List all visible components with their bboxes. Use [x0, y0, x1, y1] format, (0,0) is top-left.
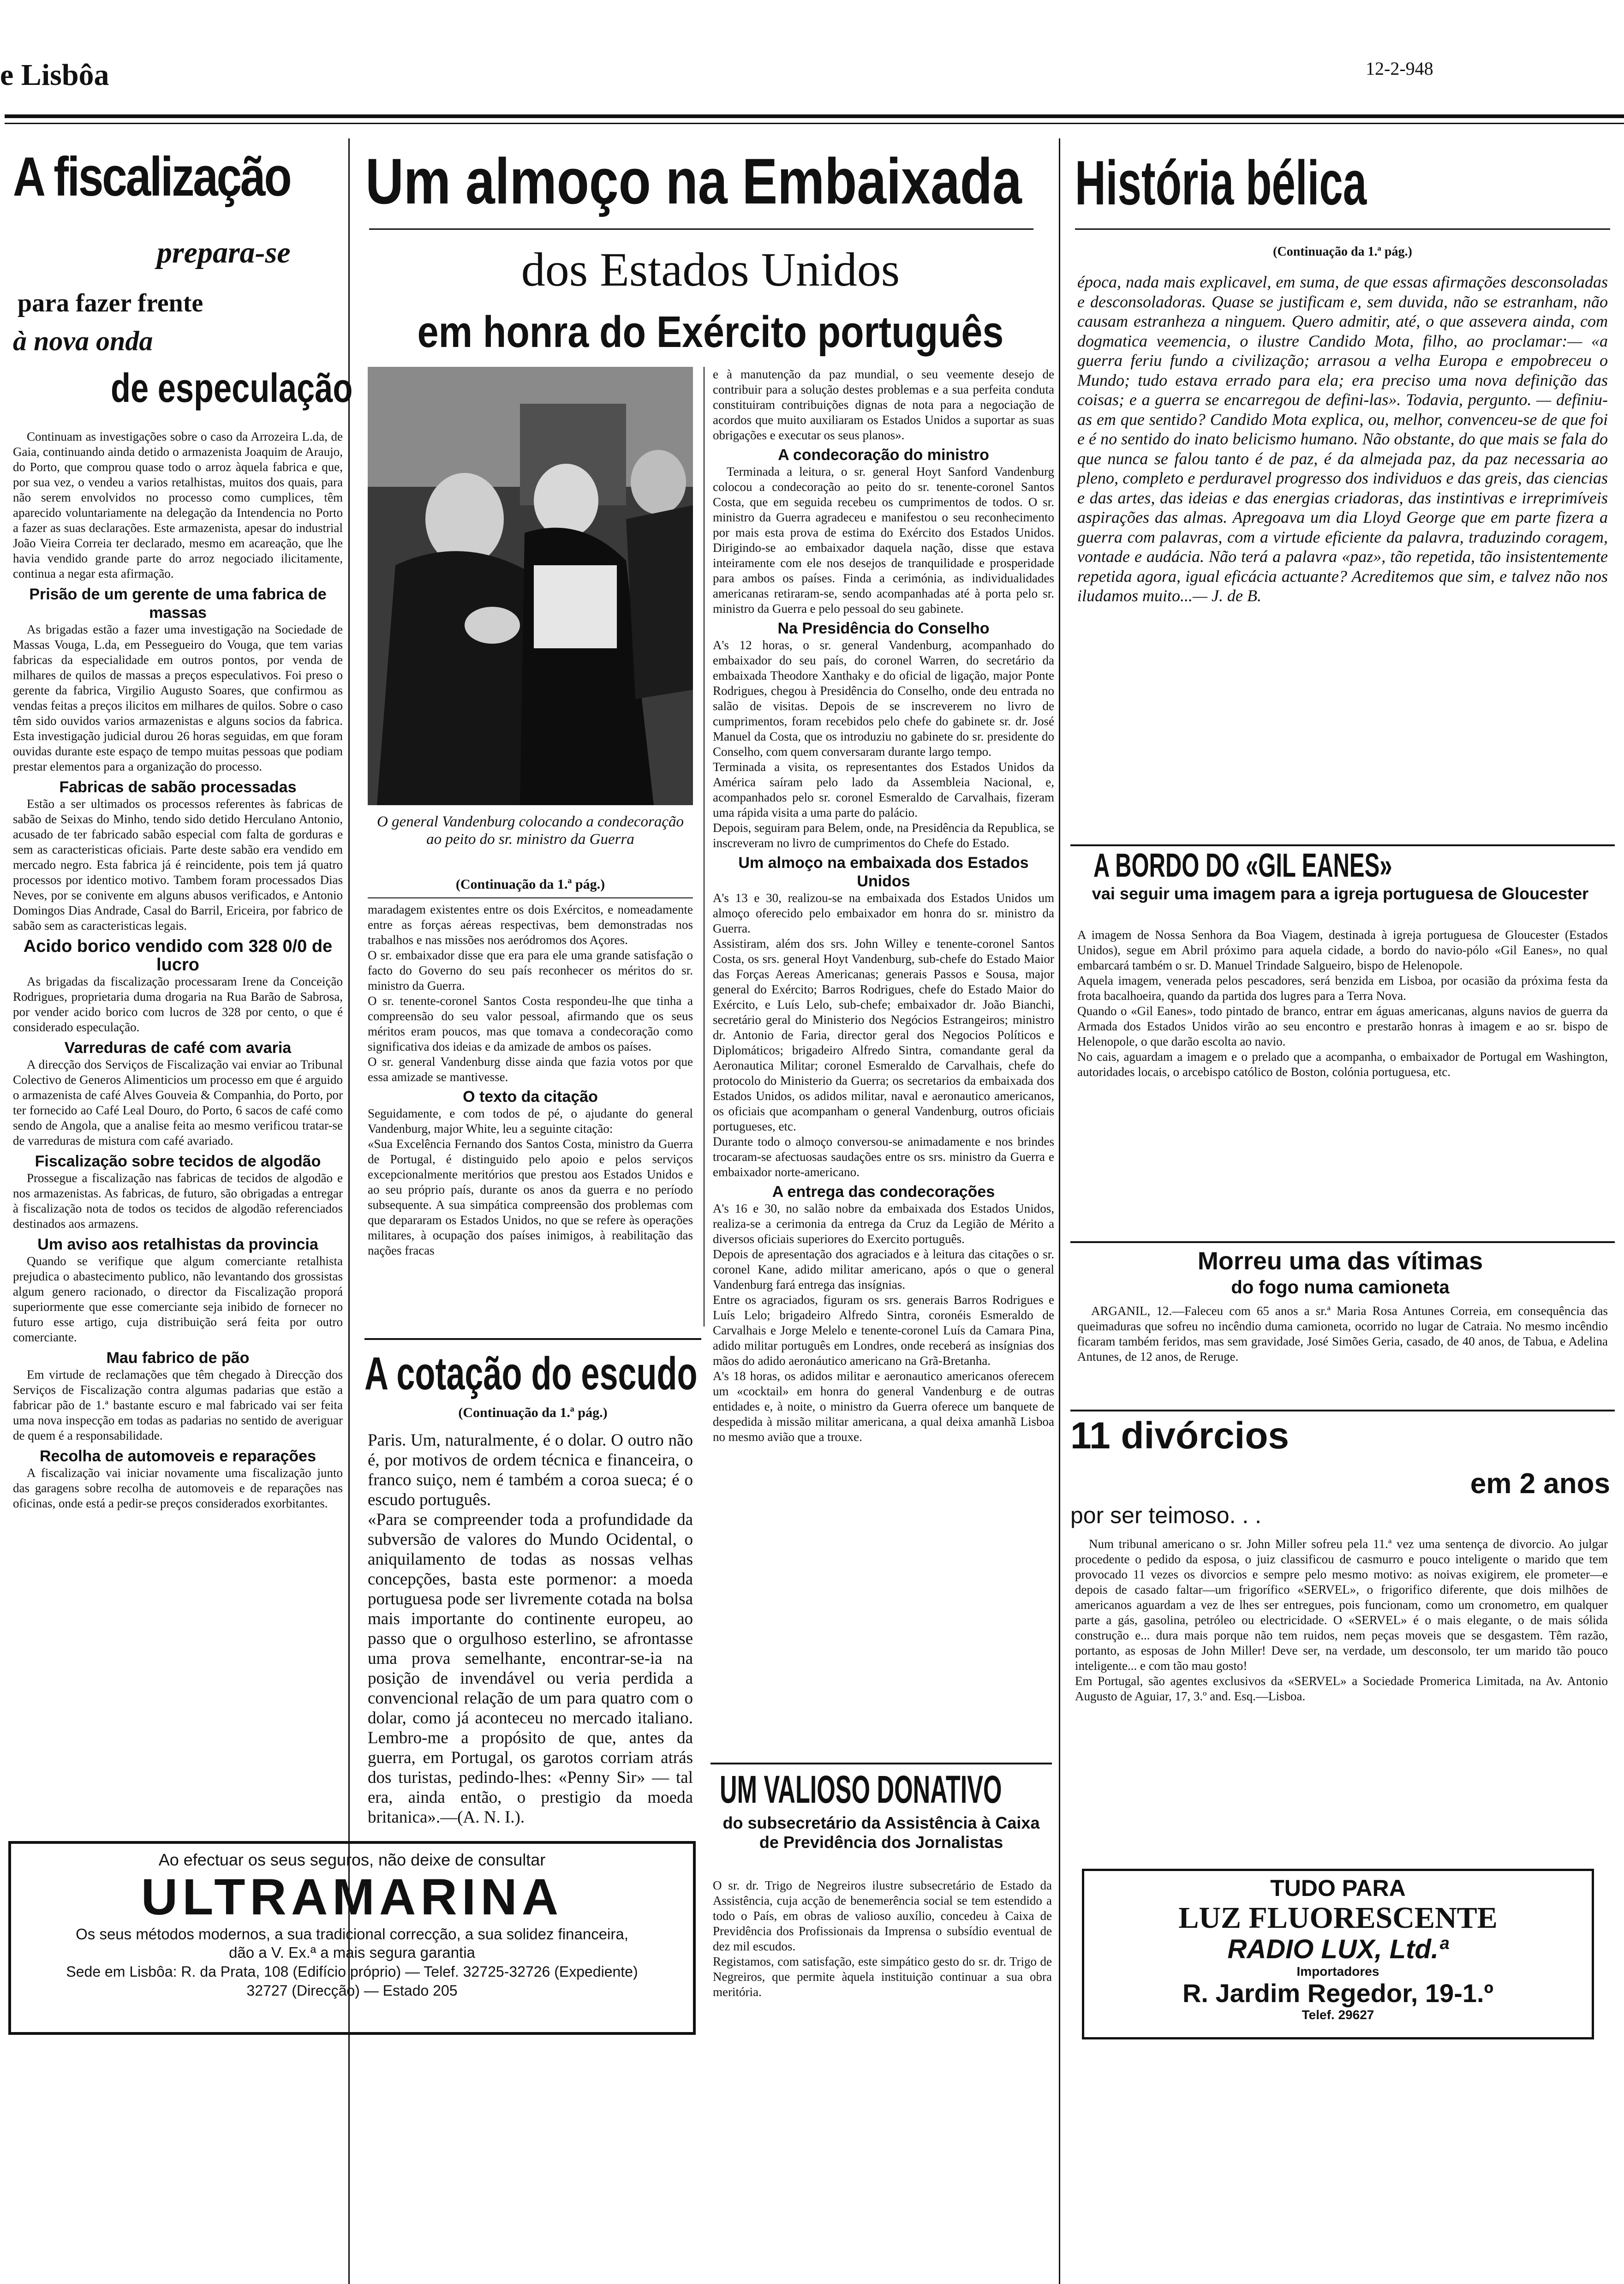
- ad-line: Os seus métodos modernos, a sua tradicional correcção, a sua solidez financeira,: [76, 1925, 628, 1943]
- deck-line-4: de especulação: [111, 365, 353, 411]
- deck-line-2: para fazer frente: [18, 289, 203, 317]
- ad-radio-lux: [1082, 1869, 1594, 2039]
- article-paragraph: Quando se verifique que algum comerciante retalhista prejudica o abastecimento publico, não levantando dos grossistas algum genero racionado, o director da Fiscalização proporá superiormente que esse comerciante seja inibido de fornecer no futuro esse artigo, cuja distribuição será feita por outro comerciante.: [13, 1254, 343, 1344]
- divider: [364, 1338, 701, 1340]
- divorcios-body: Num tribunal americano o sr. John Miller sofreu pela 11.ª vez uma sentença de divorcio. Ao julgar procedente o pedido da esposa, o juiz classificou de casmurro e pouco inteligente o marido que tem provocado 11 vezes os divorcios e sempre pelo mesmo motivo: as noivas exigirem, ele prometer—e depois de casado faltar—um frigorífico «SERVEL», o frigorifico diferente, que dois milhões de americanos aguardam a vez de lhes ser entregues, pois funcionam, como um cronometro, em qualquer parte a gás, gasolina, petróleo ou electricidade. O «SERVEL» é o mais elegante, o de mais sólida construção e... dura mais porque não tem ruidos, nem peças moveis que se desgastem. Têm razão, portanto, as esposas de John Miller! Deve ser, na verdade, um desconsolo, ter um marido tão pouco inteligente... e com tão mau gosto! Em Portugal, são agentes exclusivos da «SERVEL» a Sociedade Promerica Limitada, na Av. Antonio Augusto de Aguiar, 17, 3.º and. Esq.—Lisboa.: [1075, 1537, 1608, 1703]
- divider: [710, 1763, 1052, 1764]
- continuation-note: (Continuação da 1.ª pág.): [455, 877, 605, 892]
- divider: [368, 897, 693, 898]
- divider: [1070, 844, 1615, 846]
- headline-divorcios: 11 divórcios: [1070, 1415, 1290, 1457]
- headline-historia: História bélica: [1075, 148, 1367, 218]
- masthead-rule: [5, 114, 1624, 118]
- ad-line: Ao efectuar os seus seguros, não deixe de consultar: [158, 1850, 546, 1869]
- headline-cotacao: A cotação do escudo: [364, 1348, 698, 1399]
- headline-underline: [369, 228, 1033, 230]
- article-paragraph: A's 12 horas, o sr. general Vandenburg, acompanhado do embaixador do seu país, do coronel Warren, do secretário da embaixada Theodore Xanthaky e do oficial de ligação, major Ponte Rodrigues, chegou à Presidência do Conselho, onde deu entrada no salão de visitas. Depois de se inscreverem no livro de cumprimentos, foram recebidos pelo chefe do gabinete sr. dr. José Manuel da Costa, que os introduziu no gabinete do sr. presidente do Conselho, com quem conversaram durante largo tempo. Terminada a visita, os representantes dos Estados Unidos da América saíram pelo lado da Assembleia Nacional, e, acompanhados pelo sr. coronel Esmeraldo de Carvalhais, fizeram uma rápida visita a uma parte do palácio. Depois, seguiram para Belem, onde, na Presidência da Republica, se inscreveram no livro de cumprimentos do Chefe do Estado.: [713, 638, 1055, 850]
- article-paragraph: Terminada a leitura, o sr. general Hoyt Sanford Vandenburg colocou a condecoração ao peito do sr. tenente-coronel Santos Costa, que em seguida recebeu os cumprimentos de todos. O sr. ministro da Guerra agradeceu e manifestou o seu reconhecimento por mais esta prova de estima do Exército dos Estados Unidos. Dirigindo-se ao embaixador daquela nação, disse que estava inteiramente com ele nos desejos de tranquilidade e prosperidade para ambos os países. Finda a cerimónia, as individualidades americanas retiraram-se, sendo acompanhadas até à porta pelo sr. ministro da Guerra e pelo pessoal do seu gabinete.: [713, 465, 1054, 616]
- section-title: Fabricas de sabão processadas: [59, 778, 297, 796]
- ad-line: RADIO LUX, Ltd.ª: [1227, 1934, 1449, 1964]
- article-paragraph: Seguidamente, e com todos de pé, o ajudante do general Vandenburg, major White, leu a seguinte citação: «Sua Excelência Fernando dos Santos Costa, ministro da Guerra de Portugal, é distinguido pelo apoio e pelos serviços excepcionalmente meritórios que prestou aos Estados Unidos e ao seu próprio país, durante os anos da guerra e no período subsequente. A sua simpática compreensão dos problemas com que depararam os Estados Unidos, no que se refere às operações militares, à ocupação dos países inimigos, à reabilitação das nações fracas: [368, 1106, 693, 1257]
- headline-fiscalizacao: A fiscalização: [13, 146, 291, 208]
- donativo-subtitle: do subsecretário da Assistência à Caixa de Previdência dos Jornalistas: [722, 1813, 1040, 1852]
- deck-line-1: prepara-se: [157, 236, 291, 269]
- article-paragraph: As brigadas estão a fazer uma investigação na Sociedade de Massas Vouga, L.da, em Pessegueiro do Vouga, que tem varias fabricas da especialidade em outros pontos, por venda de milhares de quilos de massas a preços especulativos. Foi preso o gerente da fabrica, Virgilio Augusto Soares, que confirmou as vendas feitas a preços ilicitos em milhares de quilos. Sobre o caso têm sido ouvidos varios armazenistas e alguns socios da fabrica. Esta investigação judicial durou 26 horas seguidas, em que foram ouvidas durante este espaço de tempo muitas pessoas que podiam prestar elementos para a organização do processo.: [13, 622, 343, 773]
- article-paragraph: Em virtude de reclamações que têm chegado à Direcção dos Serviços de Fiscalização contra algumas padarias que estão a fabricar pão de 1.ª bastante escuro e mal fabricado vai ser feita uma nova inspecção em todas as padarias no sentido de averiguar de quem é a responsabilidade.: [13, 1368, 343, 1442]
- headline-almoco: Um almoço na Embaixada: [365, 145, 1022, 217]
- center-left-body: [368, 902, 693, 1258]
- ad-line: dão a V. Ex.ª a mais segura garantia: [229, 1944, 475, 1961]
- morreu-body: ARGANIL, 12.—Faleceu com 65 anos a sr.ª Maria Rosa Antunes Correia, em consequência das queimaduras que sofreu no incêndio duma camioneta, ocorrido no lugar de Catraia. No mesmo incêndio ficaram também feridos, mas sem gravidade, José Simões Geria, casado, de 40 anos, de Tabua, e Adelina Antunes, de 12 anos, de Reruge.: [1077, 1304, 1608, 1363]
- ad-line: TUDO PARA: [1270, 1875, 1406, 1901]
- ad-line: R. Jardim Regedor, 19-1.º: [1182, 1979, 1494, 2008]
- section-title: Prisão de um gerente de uma fabrica de massas: [29, 586, 327, 622]
- ad-line: LUZ FLUORESCENTE: [1178, 1901, 1498, 1935]
- photo-illustration: [368, 367, 693, 805]
- masthead-date: 12-2-948: [1366, 58, 1433, 79]
- headline-underline: [1075, 228, 1610, 230]
- ad-line: Sede em Lisbôa: R. da Prata, 108 (Edifício próprio) — Telef. 32725-32726 (Expediente): [66, 1963, 638, 1980]
- article-paragraph: Continuam as investigações sobre o caso da Arrozeira L.da, de Gaia, continuando ainda detido o armazenista Joaquim de Araujo, do Porto, que comprou quase todo o arroz àquela fabrica e que, por sua vez, o vendeu a varios retalhistas, muitos dos quais, para não serem envolvidos no processo como cumplices, têm aparecido voluntariamente na delegação da Intendencia no Porto a fazer as suas declarações. Este armazenista, apesar do industrial João Vieira Correia ter declarado, mesmo em acareação, que lhe havia vendido grande parte do arroz negociado ilicitamente, continua a negar esta afirmação.: [13, 430, 343, 580]
- photo-ceremony: [368, 367, 693, 805]
- article-paragraph: As brigadas da fiscalização processaram Irene da Conceição Rodrigues, proprietaria duma drogaria na Rua Barão de Sabrosa, por vender acido borico com lucros de 328 por cento, o que é considerado especulação.: [13, 975, 343, 1034]
- masthead-rule-thin: [5, 123, 1624, 124]
- section-title: Um almoço na embaixada dos Estados Unidos: [738, 854, 1029, 890]
- deck-estados-unidos: dos Estados Unidos: [521, 243, 900, 296]
- headline-divorcios-2: em 2 anos: [1470, 1468, 1610, 1500]
- gil-body: A imagem de Nossa Senhora da Boa Viagem, destinada à igreja portuguesa de Gloucester (Estados Unidos), segue em Abril próximo para aquela cidade, a bordo do navio-pólo «Gil Eanes», no qual embarcará também o sr. D. Manuel Trindade Salgueiro, bispo de Helenopole. Aquela imagem, venerada pelos pescadores, será benzida em Lisboa, por ocasião da próxima festa da frota bacalhoeira, quando da partida dos lugres para a Terra Nova. Quando o «Gil Eanes», todo pintado de branco, entrar em águas americanas, alguns navios de guerra da Armada dos Estados Unidos virão ao seu encontro e prestarão honras à imagem e ao sr. bispo de Helenopole, o que darão escolta ao navio. No cais, aguardam a imagem e o prelado que a acompanha, o embaixador de Portugal em Washington, autoridades locais, o arcebispo católico de Boston, colónia portuguesa, etc.: [1077, 928, 1608, 1079]
- section-title: A condecoração do ministro: [778, 446, 989, 464]
- column-rule: [1059, 138, 1060, 2284]
- article-paragraph: Estão a ser ultimados os processos referentes às fabricas de sabão de Seixas do Minho, tendo sido detido Herculano Antonio, acusado de ter fabricado sabão especial com falta de gorduras e sem as caracteristicas oficiais. Parte deste sabão era vendido em mercado negro. Esta fabrica já é reincidente, pois tem já quatro processos por identico motivo. Tambem foram processados Dias Neves, por se conivente em alguns abusos verificados, e Antonio Domingos Dias Andrade, Casal do Barril, Ericeira, por fabrico de sabão sem as caracteristicas legais.: [13, 797, 343, 933]
- continuation-note: (Continuação da 1.ª pág.): [458, 1405, 608, 1420]
- center-right-body: [713, 367, 1054, 1445]
- section-title: Um aviso aos retalhistas da provincia: [37, 1236, 318, 1253]
- section-title: Na Presidência do Conselho: [777, 620, 990, 637]
- ad-ultramarina: [8, 1841, 696, 2035]
- section-title: Recolha de automoveis e reparações: [39, 1447, 316, 1465]
- deck-exercito: em honra do Exército português: [417, 307, 1004, 357]
- article-paragraph: A's 16 e 30, no salão nobre da embaixada dos Estados Unidos, realiza-se a cerimonia da entrega da Cruz da Legião de Mérito a diversos oficiais superiores do Exercito português. Depois de apresentação dos agraciados e à leitura das citações o sr. coronel Kane, adido militar americano, após o que o general Vandenburg fará entrega das insígnias. Entre os agraciados, figuram os srs. generais Barros Rodrigues e Luís Lelo; brigadeiro Alfredo Sintra, coronéis Esmeraldo de Carvalhais e Jorge Melelo e tenente-coronel Luís da Camara Pina, adido militar português em Londres, onde receberá as insígnias dos mãos do adido aeronáutico americano na Grã-Bretanha. A's 18 horas, os adidos militar e aeronautico americanos oferecem um «cocktail» em honra do general Vandenburg e de outras entidades e, à noite, o ministro da Guerra oferece um banquete de despedida à missão militar americana, a qual deixa amanhã Lisboa no mesmo avião que a trouxe.: [713, 1202, 1054, 1444]
- ad-line: Telef. 29627: [1302, 2008, 1374, 2022]
- cotacao-body: [368, 1430, 693, 1827]
- gil-subtitle: vai seguir uma imagem para a igreja portuguesa de Gloucester: [1092, 884, 1589, 903]
- section-title: O texto da citação: [463, 1088, 598, 1106]
- section-title: Fiscalização sobre tecidos de algodão: [35, 1153, 321, 1170]
- headline-divorcios-3: por ser teimoso. . .: [1070, 1502, 1262, 1528]
- deck-line-3: à nova onda: [13, 326, 153, 356]
- article-paragraph: A's 13 e 30, realizou-se na embaixada dos Estados Unidos um almoço oferecido pelo embaixador em honra do sr. ministro da Guerra. Assistiram, além dos srs. John Willey e tenente-coronel Santos Costa, os srs. general Hoyt Vandenburg, sub-chefe do Estado Maior das Forças Aereas Americanas; generais Passos e Sousa, major general do Exército; Barros Rodrigues, chefe do Estado Maior do Exército, e Luís Lelo, sub-chefe; embaixador dr. João Bianchi, secretário geral do Ministerio dos Negócios Estrangeiros; ministro dr. Antonio de Faria, director geral dos Negocios Políticos e Diplomáticos; brigadeiro Alfredo Sintra, comandante geral da Aeronautica Militar; coronel Esmeraldo de Carvalhais, chefe do protocolo do Ministerio da Guerra; os secretarios da embaixada dos Estados Unidos, os adidos militar, naval e aeronautico americanos, os oficiais que acompanham o general Vandenburg, outros oficiais portugueses, etc. Durante todo o almoço conversou-se animadamente e nos brindes trocaram-se afectuosas saudações entre os srs. ministro da Guerra e embaixador norte-americano.: [713, 891, 1054, 1179]
- headline-donativo: UM VALIOSO DONATIVO: [720, 1768, 1002, 1811]
- continuation-note: (Continuação da 1.ª pág.): [1273, 245, 1412, 259]
- column-rule: [704, 367, 705, 1327]
- headline-gil-eanes: A BORDO DO «GIL EANES»: [1093, 847, 1392, 884]
- article-paragraph: Prossegue a fiscalização nas fabricas de tecidos de algodão e nos armazenistas. As fabricas, de futuro, são obrigadas a entregar à fiscalização nota de todos os tecidos de algodão referenciados destinados aos armazens.: [13, 1171, 343, 1231]
- col1-body: [13, 429, 343, 1511]
- divider: [1070, 1241, 1615, 1243]
- article-paragraph: A fiscalização vai iniciar novamente uma fiscalização junto das garagens sobre recolha de automoveis e de reparações nas oficinas, onde está a pedir-se preços considerados exorbitantes.: [13, 1466, 343, 1510]
- article-paragraph: e à manutenção da paz mundial, o seu veemente desejo de contribuir para a solução destes problemas e a sua perfeita conduta constituiram contribuições dignas de nota para a negociação de acordos que muito auxiliaram os Estados Unidos a suportar as suas obrigações e executar os seus planos».: [713, 367, 1054, 442]
- masthead-title: e Lisbôa: [0, 58, 109, 92]
- section-title: Acido borico vendido com 328 0/0 de lucro: [23, 937, 333, 975]
- divider: [1070, 1410, 1615, 1411]
- article-paragraph: Paris. Um, naturalmente, é o dolar. O outro não é, por motivos de ordem técnica e financeira, o franco suiço, nem é também a coroa sueca; é o escudo português. «Para se compreender toda a profundidade da subversão de valores do Mundo Ocidental, o aniquilamento de todas as nossas velhas concepções, basta este pormenor: a moeda portuguesa pode ser livremente cotada na bolsa mais importante do continente europeu, ao passo que o orgulhoso esterlino, se afrontasse uma prova semelhante, encontrar-se-ia na posição de invendável ou veria perdida a convencional relação de um para quatro com o dolar, como já aconteceu no mercado italiano. Lembro-me a propósito de que, antes da guerra, em Portugal, os garotos corriam atrás dos turistas, pedindo-lhes: «Penny Sir» — tal era, ainda então, o prestigio da moeda britanica».—(A. N. I.).: [368, 1431, 693, 1827]
- section-title: Mau fabrico de pão: [106, 1349, 250, 1367]
- ad-brand: ULTRAMARINA: [141, 1869, 563, 1925]
- section-title: A entrega das condecorações: [772, 1183, 995, 1201]
- photo-caption: O general Vandenburg colocando a condecoração ao peito do sr. ministro da Guerra: [376, 813, 684, 848]
- ad-line: 32727 (Direcção) — Estado 205: [246, 1982, 458, 1999]
- article-paragraph: A direcção dos Serviços de Fiscalização vai enviar ao Tribunal Colectivo de Generos Alimenticios um processo em que é arguido o armazenista de café Alves Gouveia & Companhia, do Porto, por ter fornecido ao Café Leal Douro, do Porto, 6 sacos de café como sendo de Angola, que a analise feita ao mesmo verificou tratar-se de varreduras de mistura com café avariado.: [13, 1058, 343, 1148]
- morreu-subtitle: do fogo numa camioneta: [1231, 1277, 1450, 1297]
- ad-line: Importadores: [1296, 1964, 1379, 1979]
- historia-body: época, nada mais explicavel, em suma, de que essas afirmações desconsoladas e desconsoladoras. Quase se justificam e, sem duvida, não se estranham, não causam estranheza a ninguem. Quero admitir, até, o que assevera ainda, com dogmatica veemencia, o ilustre Candido Mota, filho, ao proclamar:— «a guerra feriu fundo a civilização; arrasou a velha Europa e empobreceu o Mundo; tudo estava errado para ela; era preciso uma nova definição das coisas; e a guerra se encarregou de defini-las». Todavia, pergunto. — definiu-as em que sentido? Candido Mota explica, ou, melhor, convenceu-se de que foi e é no sentido do inato belicismo humano. Não obstante, do que mais se fala do que nunca se falou tanto é de paz, é da almejada paz, da paz necessaria ao pleno, completo e perduravel progresso dos individuos e das greis, das ciencias e das artes, das ideias e das energias criadoras, das instintivas e irreprimíveis aspirações das almas. Apregoava um dia Lloyd George que em parte fizera a guerra com palavras, com a virtude eficiente da palavra, traduzindo coragem, vontade e audácia. Não terá a palavra «paz», tão repetida, tão insistentemente repetida agora, igual eficácia actuante? Acreditemos que sim, e talvez não nos iludamos muito...— J. de B.: [1077, 273, 1608, 605]
- section-title: Varreduras de café com avaria: [64, 1039, 292, 1057]
- donativo-body: O sr. dr. Trigo de Negreiros ilustre subsecretário de Estado da Assistência, cuja acção de benemerência social se tem estendido a todo o País, em obras de valioso auxílio, concedeu à Caixa de Previdência dos Profissionais da Imprensa o subsídio eventual de dez mil escudos. Registamos, com satisfação, este simpático gesto do sr. dr. Trigo de Negreiros, que permite àquela instituição continuar a sua obra meritória.: [713, 1878, 1052, 1999]
- headline-morreu: Morreu uma das vítimas: [1197, 1247, 1483, 1275]
- article-paragraph: maradagem existentes entre os dois Exércitos, e nomeadamente entre as forças aéreas respectivas, bem demonstradas nos trabalhos e nas missões nos aeródromos dos Açores. O sr. embaixador disse que era para ele uma grande satisfação o facto do Governo do seu país reconhecer os méritos do sr. ministro da Guerra. O sr. tenente-coronel Santos Costa respondeu-lhe que tinha a compreensão do seu valor pessoal, afirmando que os seus méritos eram poucos, mas que tomava a condecoração como significativa dos ideias e da amizade de ambos os países. O sr. general Vandenburg disse ainda que fazia votos por que essa amizade se mantivesse.: [368, 903, 693, 1084]
